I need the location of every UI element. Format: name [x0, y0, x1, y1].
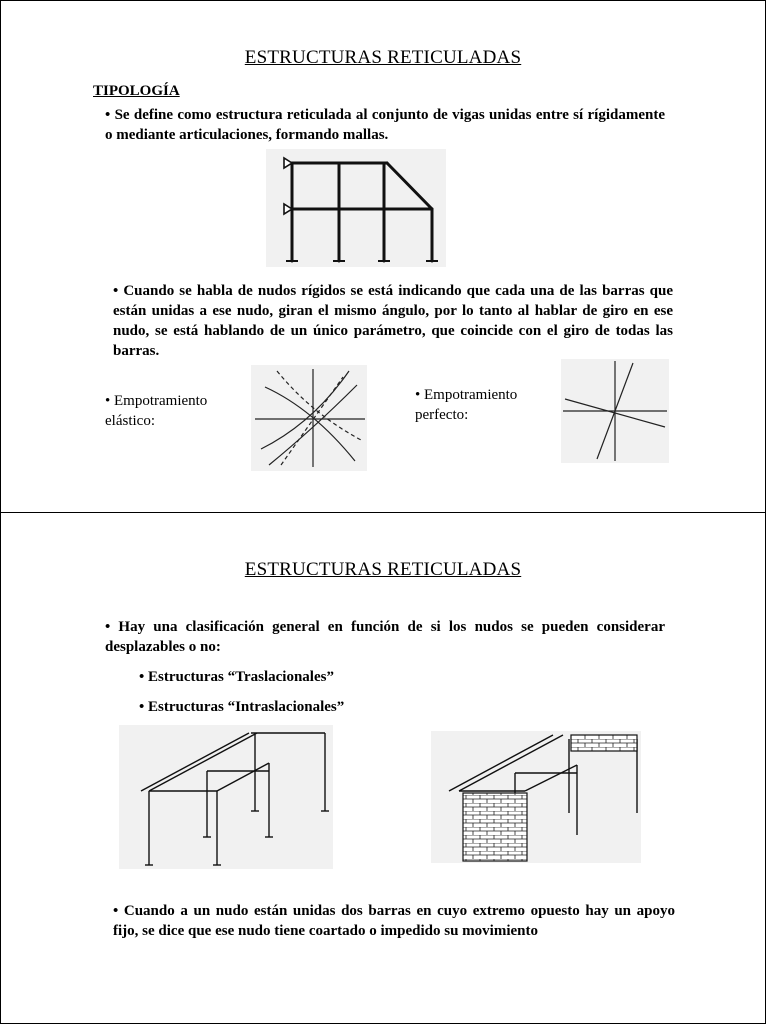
non-translational-structure-diagram	[431, 731, 641, 863]
section-heading: TIPOLOGÍA	[93, 83, 180, 99]
slide-2	[0, 512, 766, 1024]
translational-item: • Estructuras “Traslacionales”	[139, 669, 334, 685]
frame-diagram	[266, 149, 446, 267]
elastic-fixity-diagram	[251, 365, 367, 471]
slide-1	[0, 0, 766, 513]
definition-bullet: • Se define como estructura reticulada al conjunto de vigas unidas entre sí rígidamente o mediante articulaciones, formando mallas.	[105, 107, 665, 143]
classification-bullet: • Hay una clasificación general en función de si los nudos se pueden considerar desplazables o no:	[105, 619, 665, 655]
elastic-label-line1: • Empotramiento	[105, 393, 208, 409]
non-translational-item: • Estructuras “Intraslacionales”	[139, 699, 345, 715]
slide-title: ESTRUCTURAS RETICULADAS	[244, 47, 522, 68]
perfect-label-line2: perfecto:	[415, 407, 469, 423]
perfect-label-line1: • Empotramiento	[415, 387, 518, 403]
elastic-label-line2: elástico:	[105, 413, 155, 429]
perfect-fixity-diagram	[561, 359, 669, 463]
translational-structure-diagram	[119, 725, 333, 869]
restrained-node-bullet: • Cuando a un nudo están unidas dos barras en cuyo extremo opuesto hay un apoyo fijo, se dice que ese nudo tiene coartado o impedido su movimiento	[113, 903, 675, 939]
slide-title: ESTRUCTURAS RETICULADAS	[244, 559, 522, 580]
rigid-node-bullet: • Cuando se habla de nudos rígidos se está indicando que cada una de las barras que están unidas a ese nudo, giran el mismo ángulo, por lo tanto al hablar de giro en ese nudo, se está hablando de un único parámetro, que coincide con el giro de todas las barras.	[113, 283, 673, 359]
